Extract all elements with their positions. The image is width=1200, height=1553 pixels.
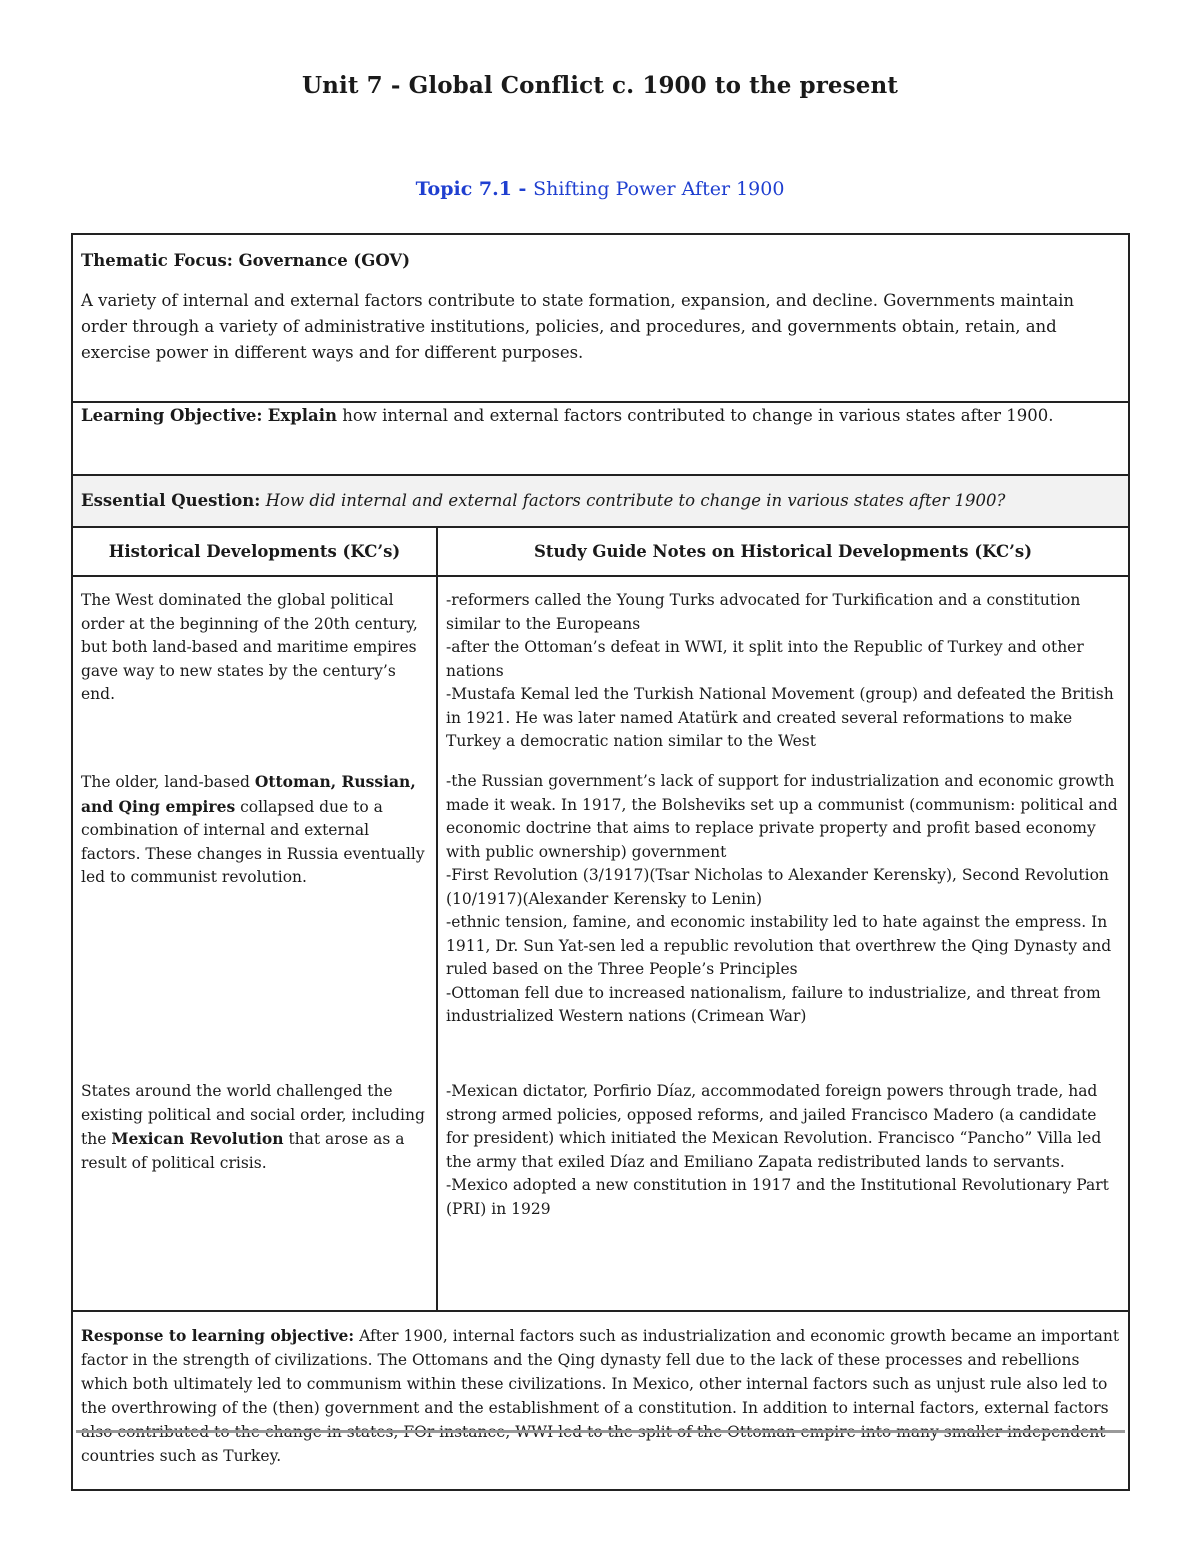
- kc-3-part-1: States around the world challenged the existing political and social order, including the: [81, 1082, 425, 1148]
- kc-2-part-2: Ottoman, Russian, and Qing empires: [81, 772, 416, 816]
- objective-row: [72, 402, 1129, 475]
- objective-label: Learning Objective:: [81, 406, 263, 425]
- response-cell: [72, 1311, 1129, 1490]
- column-header-left: Historical Developments (KC’s): [72, 527, 437, 576]
- note: -Mustafa Kemal led the Turkish National Movement (group) and defeated the British in 1921. He was later named Atatürk and created several reformations to make Turkey a democratic nation similar to the West: [446, 685, 1114, 750]
- topic-title: [0, 178, 1200, 200]
- note: -the Russian government’s lack of support for industrialization and economic growth made it weak. In 1917, the Bolsheviks set up a communist (communism: political and economic doctrine that aims to replace private property and profit based economy with public ownership) government: [446, 772, 1118, 861]
- objective-cell: [72, 402, 1129, 475]
- response-text: After 1900, internal factors such as industrialization and economic growth became an important factor in the strength of civilizations. The Ottomans and the Qing dynasty fell due to the lack of these processes and rebellions which both ultimately led to communism within these civilizations. In Mexico, other internal factors such as unjust rule also led to the overthrowing of the (then) government and the establishment of a constitution. In addition to internal factors, external factors countries such as Turkey.: [81, 1327, 1120, 1465]
- question-label: Essential Question:: [81, 491, 261, 510]
- kc-3-part-3: that arose as a result of political crisis.: [81, 1130, 405, 1172]
- kc-3: [81, 1080, 428, 1175]
- response-label: Response to learning objective:: [81, 1326, 355, 1345]
- kc-1: The West dominated the global political order at the beginning of the 20th century, but both land-based and maritime empires gave way to new states by the century’s end.: [81, 591, 418, 703]
- thematic-cell: [72, 234, 1129, 402]
- developments-right-cell: [437, 576, 1129, 1311]
- question-row: [72, 475, 1129, 527]
- thematic-description: A variety of internal and external factors contribute to state formation, expansion, and decline. Governments maintain order through a variety of administrative institutions, policies, and procedures, and governments obtain, retain, and exercise power in different ways and for different purposes.: [81, 291, 1075, 362]
- notes-group-2: [446, 770, 1120, 1080]
- thematic-row: [72, 234, 1129, 402]
- notes-group-3: [446, 1080, 1120, 1221]
- note: -reformers called the Young Turks advocated for Turkification and a constitution similar to the Europeans: [446, 591, 1081, 633]
- column-header-right: Study Guide Notes on Historical Developments (KC’s): [437, 527, 1129, 576]
- developments-left-cell: [72, 576, 437, 1311]
- topic-table: [71, 233, 1130, 1491]
- footer-divider: [76, 1430, 1125, 1433]
- question-text: How did internal and external factors contribute to change in various states after 1900?: [265, 491, 1006, 510]
- response-row: [72, 1311, 1129, 1490]
- note: -Mexico adopted a new constitution in 1917 and the Institutional Revolutionary Part (PRI) in 1929: [446, 1176, 1109, 1218]
- note: -after the Ottoman’s defeat in WWI, it split into the Republic of Turkey and other nations: [446, 638, 1084, 680]
- notes-group-1: [446, 589, 1120, 770]
- objective-verb: Explain: [267, 406, 337, 425]
- kc-2: [81, 770, 428, 1080]
- topic-label: Topic 7.1 -: [415, 178, 527, 200]
- kc-2-part-3: collapsed due to a combination of internal and external factors. These changes in Russia eventually led to communist revolution.: [81, 797, 425, 886]
- kc-2-part-1: The older, land-based: [81, 773, 255, 791]
- note: -Mexican dictator, Porfirio Díaz, accommodated foreign powers through trade, had strong armed policies, opposed reforms, and jailed Francisco Madero (a candidate for president) which initiated the Mexican Revolution. Francisco “Pancho” Villa led the army that exiled Díaz and Emiliano Zapata redistributed lands to servants.: [446, 1082, 1102, 1171]
- question-cell: [72, 475, 1129, 527]
- note: -ethnic tension, famine, and economic instability led to hate against the empress. In 1911, Dr. Sun Yat-sen led a republic revolution that overthrew the Qing Dynasty and ruled based on the Three People’s Principles: [446, 913, 1112, 978]
- column-header-row: [72, 527, 1129, 576]
- note: -Ottoman fell due to increased nationalism, failure to industrialize, and threat from industrialized Western nations (Crimean War): [446, 983, 1101, 1025]
- note: -First Revolution (3/1917)(Tsar Nicholas to Alexander Kerensky), Second Revolution (10/1917)(Alexander Kerensky to Lenin): [446, 866, 1109, 908]
- kc-3-part-2: Mexican Revolution: [111, 1129, 284, 1148]
- developments-row: [72, 576, 1129, 1311]
- thematic-focus: Thematic Focus: Governance (GOV): [81, 251, 411, 270]
- page-title: Unit 7 - Global Conflict c. 1900 to the present: [302, 72, 898, 99]
- topic-name: Shifting Power After 1900: [533, 178, 785, 200]
- objective-text: how internal and external factors contributed to change in various states after 1900.: [342, 406, 1054, 425]
